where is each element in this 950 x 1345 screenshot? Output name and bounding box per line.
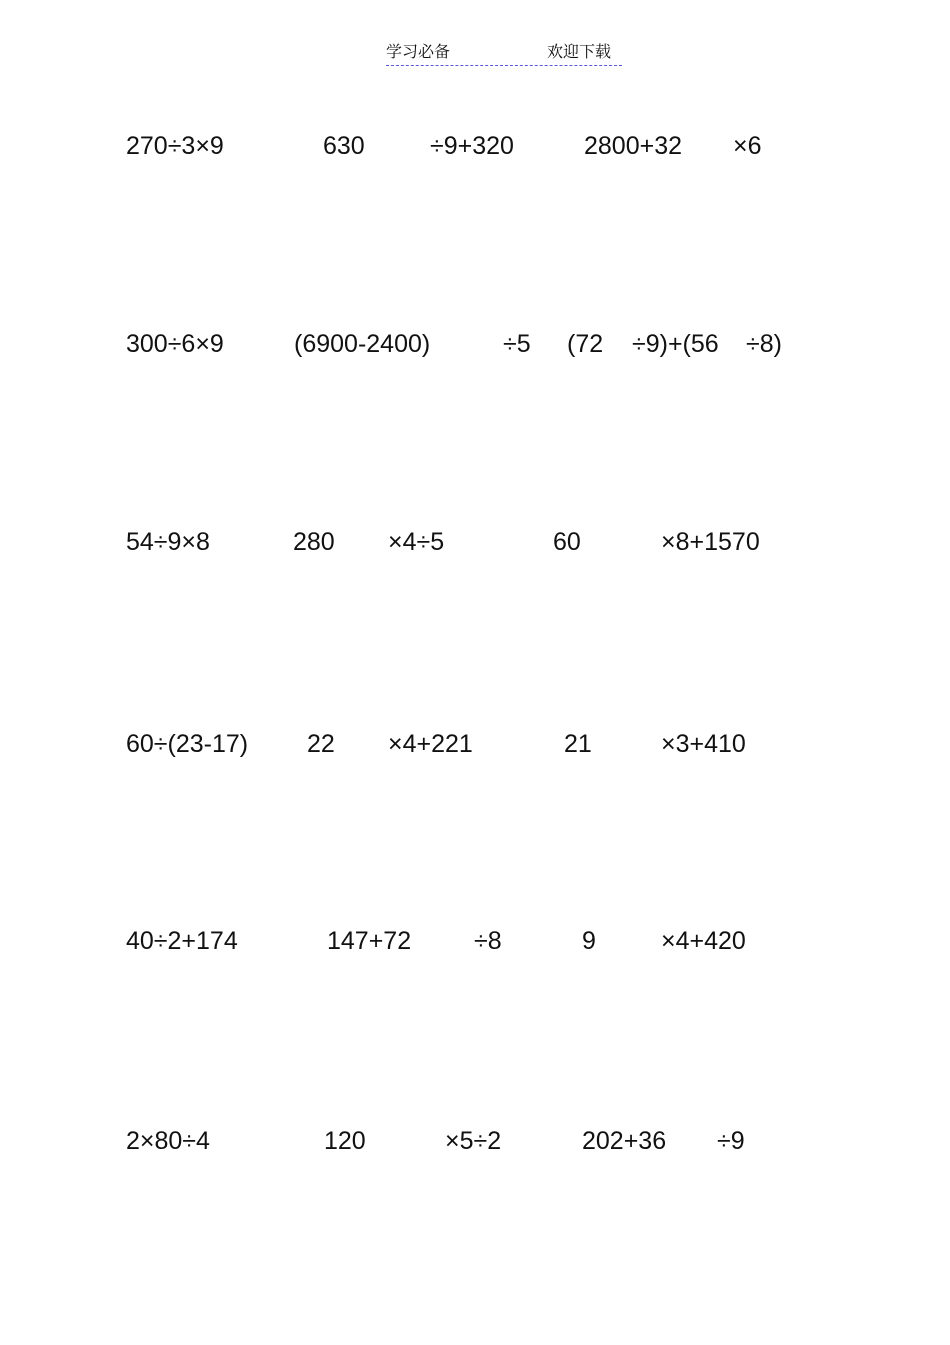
expression-segment: 280 <box>293 528 335 556</box>
expression-segment: 54÷9×8 <box>126 528 210 556</box>
expression-segment: 202+36 <box>582 1127 667 1155</box>
expression-segment: ÷9)+(56 <box>632 330 719 358</box>
header-right-text: 欢迎下载 <box>547 42 612 61</box>
header-left-text: 学习必备 <box>386 42 451 61</box>
expression-segment: ÷9+320 <box>430 132 514 160</box>
expression-segment: 60÷(23-17) <box>126 730 249 758</box>
expression-segment: 9 <box>582 927 596 955</box>
expression-segment: 630 <box>323 132 365 160</box>
expression-segment: 2800+32 <box>584 132 683 160</box>
expression-segment: 2×80÷4 <box>126 1127 210 1155</box>
expression-segment: (6900-2400) <box>294 330 431 358</box>
expression-segment: ×4+420 <box>661 927 746 955</box>
expression-segment: 22 <box>307 730 335 758</box>
expression-segment: ×4+221 <box>388 730 473 758</box>
expression-segment: ×3+410 <box>661 730 746 758</box>
expression-segment: ÷8) <box>746 330 782 358</box>
expression-segment: 21 <box>564 730 592 758</box>
page-header <box>386 40 622 66</box>
expression-segment: 300÷6×9 <box>126 330 224 358</box>
expression-segment: 147+72 <box>327 927 412 955</box>
expression-segment: 120 <box>324 1127 366 1155</box>
expression-segment: ×5÷2 <box>445 1127 502 1155</box>
expression-segment: ×8+1570 <box>661 528 760 556</box>
expression-segment: 40÷2+174 <box>126 927 238 955</box>
expression-segment: ×6 <box>733 132 762 160</box>
expression-segment: ÷9 <box>717 1127 745 1155</box>
expression-segment: ×4÷5 <box>388 528 445 556</box>
expression-segment: 60 <box>553 528 581 556</box>
expression-segment: ÷5 <box>503 330 531 358</box>
expression-segment: 270÷3×9 <box>126 132 224 160</box>
expression-segment: (72 <box>567 330 604 358</box>
expression-segment: ÷8 <box>474 927 502 955</box>
